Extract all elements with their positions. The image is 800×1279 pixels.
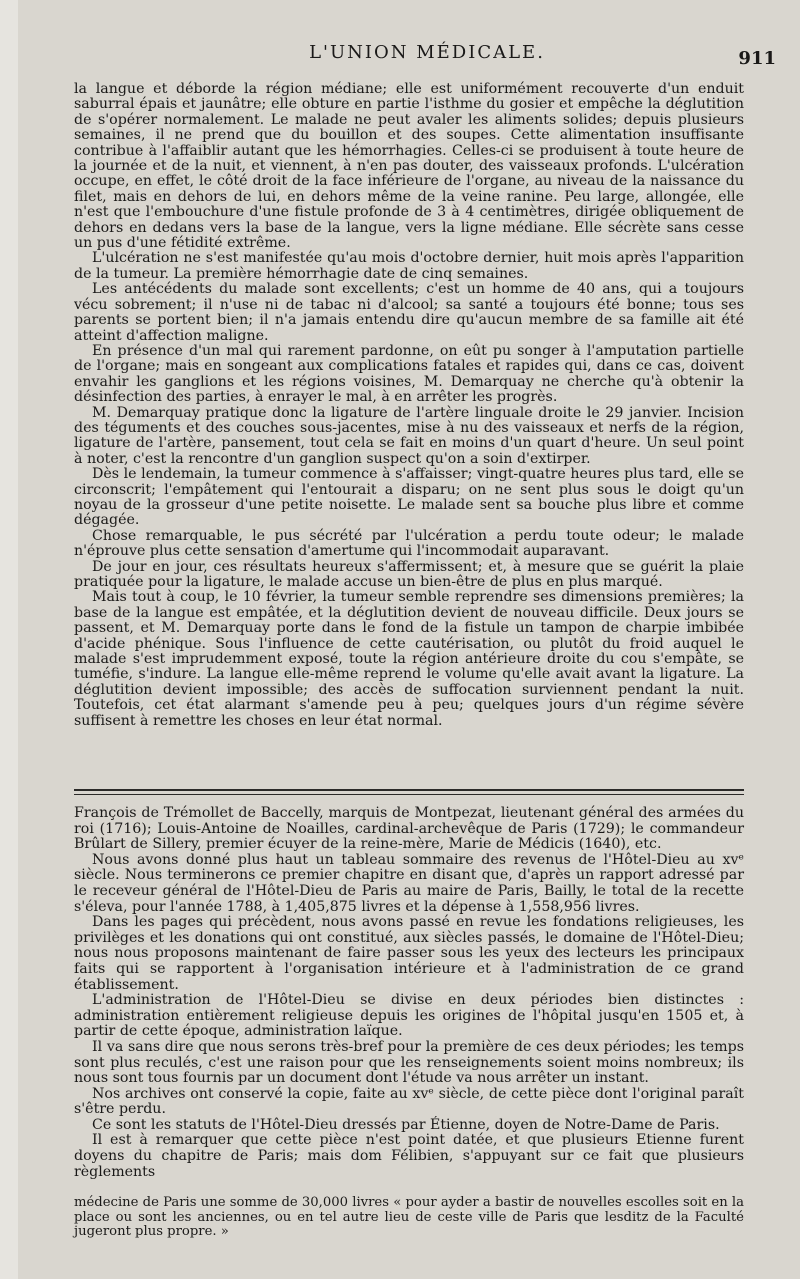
- paragraph: Mais tout à coup, le 10 février, la tumeur semble reprendre ses dimensions premières; la base de la langue est empâtée, et la déglutition devient de nouveau difficile. Deux jours se passent, et M. Demarquay porte dans le fond de la fistule un tampon de charpie imbibée d'acide phénique. Sous l'influence de cette cautérisation, ou plutôt du froid auquel le malade s'est imprudemment exposé, toute la région antérieure droite du cou s'empâte, se tuméfie, s'indure. La langue elle-même reprend le volume qu'elle avait avant la ligature. La déglutition devient impossible; des accès de suffocation surviennent pendant la nuit. Toutefois, cet état alarmant s'amende peu à peu; quelques jours d'un régime sévère suffisent à remettre les choses en leur état normal.: [74, 589, 744, 729]
- running-title: L'UNION MÉDICALE.: [309, 42, 545, 63]
- paragraph: Ce sont les statuts de l'Hôtel-Dieu dressés par Étienne, doyen de Notre-Dame de Paris.: [92, 1116, 720, 1133]
- paragraph: De jour en jour, ces résultats heureux s'affermissent; et, à mesure que se guérit la plaie pratiquée pour la ligature, le malade accuse un bien-être de plus en plus marqué.: [74, 558, 744, 590]
- paragraph: Chose remarquable, le pus sécrété par l'ulcération a perdu toute odeur; le malade n'éprouve plus cette sensation d'amertume qui l'incommodait auparavant.: [74, 527, 744, 560]
- page-number: 911: [738, 48, 776, 69]
- section-divider: [74, 789, 744, 791]
- section-divider-thin: [74, 794, 744, 795]
- upper-article: [74, 82, 744, 729]
- paragraph: Il va sans dire que nous serons très-bref pour la première de ces deux périodes; les temps sont plus reculés, c'est une raison pour que les renseignements soient moins nombreux; ils nous sont tous fournis par un document dont l'étude va nous arrêter un instant.: [74, 1038, 744, 1087]
- paragraph: Les antécédents du malade sont excellents; c'est un homme de 40 ans, qui a toujours vécu sobrement; il n'use ni de tabac ni d'alcool; sa santé a toujours été bonne; tous ses parents se portent bien; il n'a jamais entendu dire qu'aucun membre de sa famille ait été atteint d'affection maligne.: [74, 281, 744, 344]
- paragraph: M. Demarquay pratique donc la ligature de l'artère linguale droite le 29 janvier. Incision des téguments et des couches sous-jacentes, mise à nu des vaisseaux et nerfs de la région, ligature de l'artère, pansement, tout cela se fait en moins d'un quart d'heure. Un seul point à noter, c'est la rencontre d'un ganglion suspect qu'on a soin d'extirper.: [74, 404, 744, 467]
- paragraph: Il est à remarquer que cette pièce n'est point datée, et que plusieurs Etienne furent doyens du chapitre de Paris; mais dom Félibien, s'appuyant sur ce fait que plusieurs règlements: [74, 1132, 744, 1180]
- page-header: [78, 38, 776, 72]
- paragraph: François de Trémollet de Baccelly, marquis de Montpezat, lieutenant général des armées du roi (1716); Louis-Antoine de Noailles, cardinal-archevêque de Paris (1729); le commandeur Brûlart de Sillery, premier écuyer de la reine-mère, Marie de Médicis (1640), etc.: [74, 805, 744, 853]
- feuilleton-article: [74, 806, 744, 1180]
- paragraph: Nous avons donné plus haut un tableau sommaire des revenus de l'Hôtel-Dieu au xvᵉ siècle. Nous terminerons ce premier chapitre en disant que, d'après un rapport adressé par le receveur général de l'Hôtel-Dieu de Paris au maire de Paris, Bailly, le total de la recette s'éleva, pour l'année 1788, à 1,405,875 livres et la dépense à 1,558,956 livres.: [74, 851, 744, 915]
- paragraph: En présence d'un mal qui rarement pardonne, on eût pu songer à l'amputation partielle de l'organe; mais en songeant aux complications fatales et rapides qui, dans ce cas, doivent envahir les ganglions et les régions voisines, M. Demarquay ne cherche qu'à obtenir la désinfection des parties, à enrayer le mal, à en arrêter les progrès.: [74, 342, 744, 406]
- paragraph: L'administration de l'Hôtel-Dieu se divise en deux périodes bien distinctes : administration entièrement religieuse depuis les origines de l'hôpital jusqu'en 1505 et, à partir de cette époque, administration laïque.: [74, 992, 744, 1040]
- paragraph: la langue et déborde la région médiane; elle est uniformément recouverte d'un enduit saburral épais et jaunâtre; elle obture en partie l'isthme du gosier et empêche la déglutition de s'opérer normalement. Le malade ne peut avaler les aliments solides; depuis plusieurs semaines, il ne prend que du bouillon et des soupes. Cette alimentation insuffisante contribue à l'affaiblir autant que les hémorrhagies. Celles-ci se produisent à toute heure de la journée et de la nuit, et viennent, à n'en pas douter, des vaisseaux profonds. L'ulcération occupe, en effet, le côté droit de la face inférieure de l'organe, au niveau de la naissance du filet, mais en dehors de lui, en dehors même de la veine ranine. Peu large, allongée, elle n'est que l'embouchure d'une fistule profonde de 3 à 4 centimètres, dirigée obliquement de dehors en dedans vers la base de la langue, vers la ligne médiane. Elle sécrète sans cesse un pus d'une fétidité extrême.: [74, 81, 744, 252]
- paragraph: Dès le lendemain, la tumeur commence à s'affaisser; vingt-quatre heures plus tard, elle se circonscrit; l'empâtement qui l'entourait a disparu; on ne sent plus sous le doigt qu'un noyau de la grosseur d'une petite noisette. Le malade sent sa bouche plus libre et comme dégagée.: [74, 466, 744, 529]
- page: [18, 0, 800, 1279]
- paragraph: Dans les pages qui précèdent, nous avons passé en revue les fondations religieuses, les privilèges et les donations qui ont constitué, aux siècles passés, le domaine de l'Hôtel-Dieu; nous nous proposons maintenant de faire passer sous les yeux des lecteurs les principaux faits qui se rapportent à l'organisation intérieure et à l'administration de ce grand établissement.: [74, 914, 744, 993]
- paragraph: Nos archives ont conservé la copie, faite au xvᵉ siècle, de cette pièce dont l'original paraît s'être perdu.: [74, 1085, 744, 1118]
- footnote: médecine de Paris une somme de 30,000 livres « pour ayder a bastir de nouvelles escolles soit en la place ou sont les anciennes, ou en tel autre lieu de ceste ville de Paris que lesditz de la Faculté jugeront plus propre. »: [74, 1195, 744, 1240]
- paragraph: L'ulcération ne s'est manifestée qu'au mois d'octobre dernier, huit mois après l'apparition de la tumeur. La première hémorrhagie date de cinq semaines.: [74, 250, 744, 282]
